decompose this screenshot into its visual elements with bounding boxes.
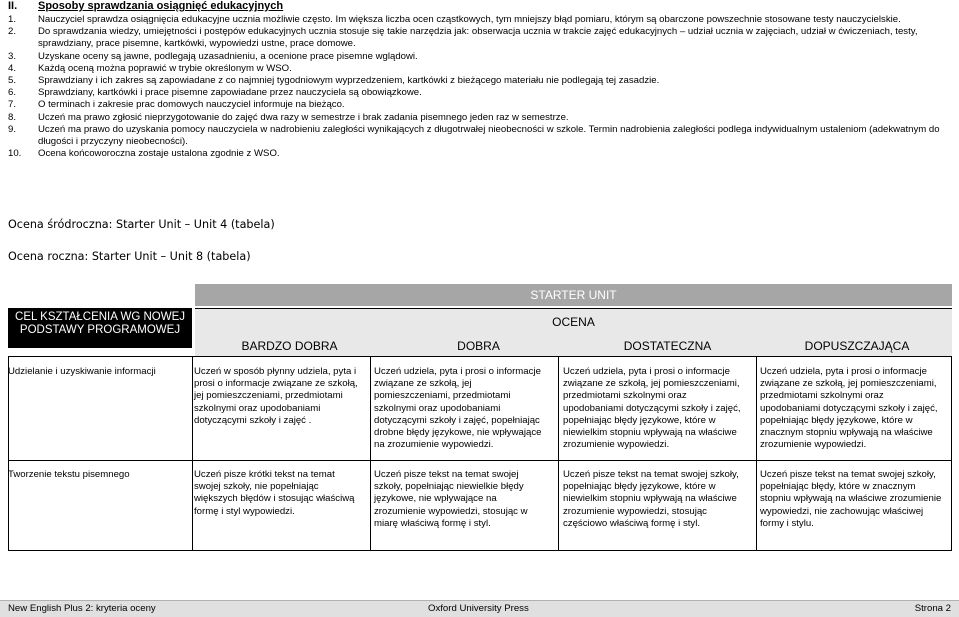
- ocena-header: OCENA: [195, 308, 952, 334]
- ocena-srodroczna: Ocena śródroczna: Starter Unit – Unit 4 (tabela): [8, 218, 275, 231]
- grade-header-dostateczna: DOSTATECZNA: [573, 334, 762, 356]
- rule-item: [8, 112, 953, 124]
- table-cell: Uczeń udziela, pyta i prosi o informacje związane ze szkołą, jej pomieszczeniami, przedmiotami szkolnymi oraz upodobaniami dotyczącymi szkoły i zajęć, popełniając drobne błędy językowe, nie wpływające na zrozumienie wypowiedzi.: [374, 366, 542, 451]
- table-rule: [8, 356, 952, 357]
- rule-number: 3.: [8, 50, 17, 62]
- rule-text: O terminach i zakresie prac domowych nauczyciel informuje na bieżąco.: [38, 99, 345, 111]
- table-rule: [8, 356, 9, 551]
- unit-title: STARTER UNIT: [195, 284, 952, 306]
- table-rule: [756, 356, 757, 551]
- section-heading: [8, 0, 283, 12]
- table-cell: Uczeń pisze krótki tekst na temat swojej szkoły, nie popełniając większych błędów i stosując właściwą formę i styl wypowiedzi.: [194, 469, 355, 517]
- footer-title: New English Plus 2: kryteria oceny: [8, 603, 156, 614]
- grade-header-dopuszczajaca: DOPUSZCZAJĄCA: [762, 334, 952, 356]
- rule-number: 1.: [8, 14, 17, 25]
- table-rule: [558, 356, 559, 551]
- rule-text: Każdą oceną można poprawić w trybie określonym w WSO.: [38, 62, 292, 74]
- table-cell: Uczeń udziela, pyta i prosi o informacje związane ze szkołą, jej pomieszczeniami, przedmiotami szkolnymi oraz upodobaniami dotyczącymi szkoły i zajęć, popełniając błędy językowe, które w znacznym stopniu wpływają na właściwe zrozumienie wypowiedzi.: [760, 366, 938, 451]
- rule-text: Nauczyciel sprawdza osiągnięcia edukacyjne ucznia możliwie często. Im większa liczba ocen cząstkowych, tym mniejszy błąd pomiaru, którym są obarczone powszechnie stosowane testy nauczycielskie.: [38, 14, 901, 25]
- table-row-criterion: Tworzenie tekstu pisemnego: [8, 469, 130, 480]
- rules-list: [8, 14, 953, 160]
- table-cell: Uczeń pisze tekst na temat swojej szkoły, popełniając niewielkie błędy językowe, nie wpływające na zrozumienie wypowiedzi, stosując w miarę właściwą formę i styl.: [374, 469, 528, 529]
- table-rule: [370, 356, 371, 551]
- table-cell: Uczeń pisze tekst na temat swojej szkoły, popełniając błędy językowe, które w niewielkim stopniu wpływają na właściwe zrozumienie wypowiedzi, stosując częściowo właściwą formę i styl.: [563, 469, 739, 529]
- section-number: II.: [8, 0, 18, 12]
- rule-item: [8, 51, 953, 63]
- rule-item: [8, 124, 953, 148]
- rule-text: Ocena końcoworoczna zostaje ustalona zgodnie z WSO.: [38, 148, 280, 160]
- criteria-table: [8, 284, 951, 551]
- rule-number: 8.: [8, 111, 17, 123]
- rule-number: 6.: [8, 87, 17, 99]
- rule-item: [8, 26, 953, 50]
- table-cell: Uczeń pisze tekst na temat swojej szkoły, popełniając błędy, które w znacznym stopniu wpływają na właściwe zrozumienie wypowiedzi, nie zachowując właściwej formy i stylu.: [760, 469, 942, 529]
- rule-item: [8, 148, 953, 160]
- grade-header-row: [195, 334, 952, 356]
- rule-text: Do sprawdzania wiedzy, umiejętności i postępów edukacyjnych ucznia stosuje się takie narzędzia jak: obserwacja ucznia w trakcie zajęć edukacyjnych – udział ucznia w zajęciach, udział w ćwiczeniach, testy, sprawdziany, prace pisemne, kartkówki, wypowiedzi ustne, prace domowe.: [38, 26, 918, 50]
- rule-item: [8, 63, 953, 75]
- table-rule: [951, 356, 952, 551]
- rule-text: Uczeń ma prawo zgłosić nieprzygotowanie do zajęć dwa razy w semestrze i brak zadania pisemnego jeden raz w semestrze.: [38, 111, 569, 123]
- grade-header-bardzo-dobra: BARDZO DOBRA: [195, 334, 384, 356]
- ocena-roczna: Ocena roczna: Starter Unit – Unit 8 (tabela): [8, 250, 251, 263]
- footer-page-number: Strona 2: [914, 603, 951, 614]
- rule-text: Uzyskane oceny są jawne, podlegają uzasadnieniu, a ocenione prace pisemne wglądowi.: [38, 50, 418, 62]
- rule-number: 2.: [8, 26, 17, 38]
- table-rule: [8, 460, 952, 461]
- rule-number: 10.: [8, 148, 22, 160]
- page-footer: [0, 600, 959, 617]
- footer-publisher: Oxford University Press: [428, 603, 529, 614]
- grade-header-dobra: DOBRA: [384, 334, 573, 356]
- rule-text: Uczeń ma prawo do uzyskania pomocy nauczyciela w nadrobieniu zaległości wynikających z długotrwałej nieobecności w szkole. Termin nadrobienia zaległości podlega indywidualnym ustaleniom (adekwatnym do długości i przyczyny nieobecności).: [38, 123, 940, 148]
- table-cell: Uczeń w sposób płynny udziela, pyta i prosi o informacje związane ze szkołą, jej pomieszczeniami, przedmiotami szkolnymi oraz upodobaniami dotyczącymi szkoły i zajęć .: [194, 366, 358, 426]
- rule-number: 9.: [8, 123, 17, 135]
- table-row-criterion: Udzielanie i uzyskiwanie informacji: [8, 366, 156, 377]
- rule-item: [8, 99, 953, 111]
- section-title: Sposoby sprawdzania osiągnięć edukacyjnych: [38, 0, 284, 12]
- rule-item: [8, 87, 953, 99]
- rule-item: [8, 14, 953, 26]
- table-cell: Uczeń udziela, pyta i prosi o informacje związane ze szkołą, jej pomieszczeniami, przedmiotami szkolnymi oraz upodobaniami dotyczącymi szkoły i zajęć, popełniając błędy językowe, które w niewielkim stopniu wpływają na właściwe zrozumienie wypowiedzi.: [563, 366, 741, 451]
- criteria-header: CEL KSZTAŁCENIA WG NOWEJ PODSTAWY PROGRAMOWEJ: [8, 308, 192, 348]
- table-rule: [192, 356, 193, 551]
- rule-number: 5.: [8, 75, 17, 87]
- table-rule: [8, 550, 952, 551]
- rule-item: [8, 75, 953, 87]
- rule-text: Sprawdziany, kartkówki i prace pisemne zapowiadane przez nauczyciela są obowiązkowe.: [38, 87, 422, 99]
- rule-number: 7.: [8, 99, 17, 111]
- rule-text: Sprawdziany i ich zakres są zapowiadane z co najmniej tygodniowym wyprzedzeniem, kartkówki z bieżącego materiału nie podlegają tej zasadzie.: [38, 75, 660, 87]
- rule-number: 4.: [8, 62, 17, 74]
